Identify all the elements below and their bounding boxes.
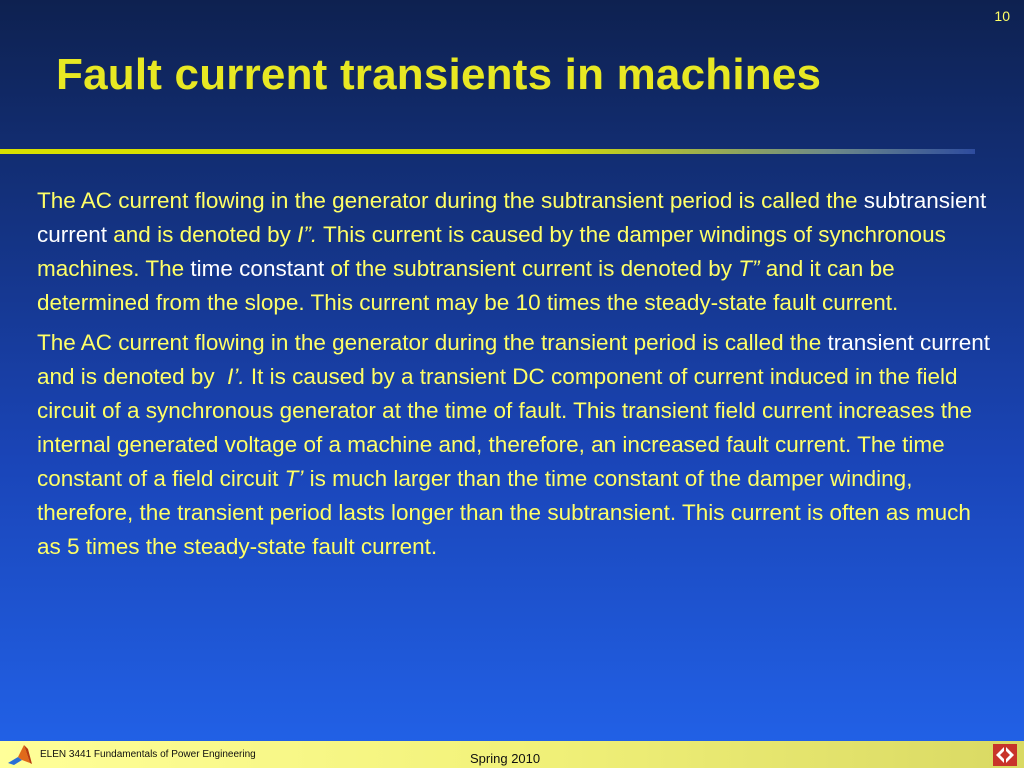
text-run: and is denoted by	[37, 364, 221, 389]
text-run: and is denoted by	[107, 222, 298, 247]
symbol-transient-current: I’.	[227, 364, 245, 389]
symbol-transient-time-constant: T’	[284, 466, 304, 491]
text-run: The AC current flowing in the generator during the transient period is called the	[37, 330, 828, 355]
text-run: and it can be determined from the slope. This current may be 10 times the steady-state fault current.	[37, 256, 899, 315]
term-subtransient-current: subtransient current	[37, 188, 987, 247]
text-run: of the subtransient current is denoted by	[324, 256, 739, 281]
slide-title: Fault current transients in machines	[56, 50, 822, 99]
title-divider	[0, 149, 975, 154]
term-transient-current: transient current	[827, 330, 991, 355]
symbol-subtransient-time-constant: T”	[738, 256, 760, 281]
matlab-logo-icon	[6, 743, 34, 767]
page-number: 10	[994, 8, 1010, 24]
footer-course-title: ELEN 3441 Fundamentals of Power Engineering	[40, 749, 256, 760]
text-run: The AC current flowing in the generator during the subtransient period is called the	[37, 188, 864, 213]
university-logo-icon	[992, 743, 1018, 767]
symbol-subtransient-current: I”.	[297, 222, 318, 247]
paragraph-transient	[37, 326, 997, 564]
text-run: It is caused by a transient DC component of current induced in the field circuit of a synchronous generator at the time of fault. This transient field current increases the internal generated voltage of a machine and, therefore, an increased fault current. The time constant of a field circuit	[37, 364, 973, 491]
slide-body	[37, 184, 997, 570]
term-time-constant: time constant	[190, 256, 325, 281]
footer-semester: Spring 2010	[470, 751, 541, 766]
text-run: This current is caused by the damper windings of synchronous machines. The	[37, 222, 946, 281]
text-run: is much larger than the time constant of the damper winding, therefore, the transient period lasts longer than the subtransient. This current is often as much as 5 times the steady-state fault current.	[37, 466, 971, 559]
paragraph-subtransient	[37, 184, 997, 320]
